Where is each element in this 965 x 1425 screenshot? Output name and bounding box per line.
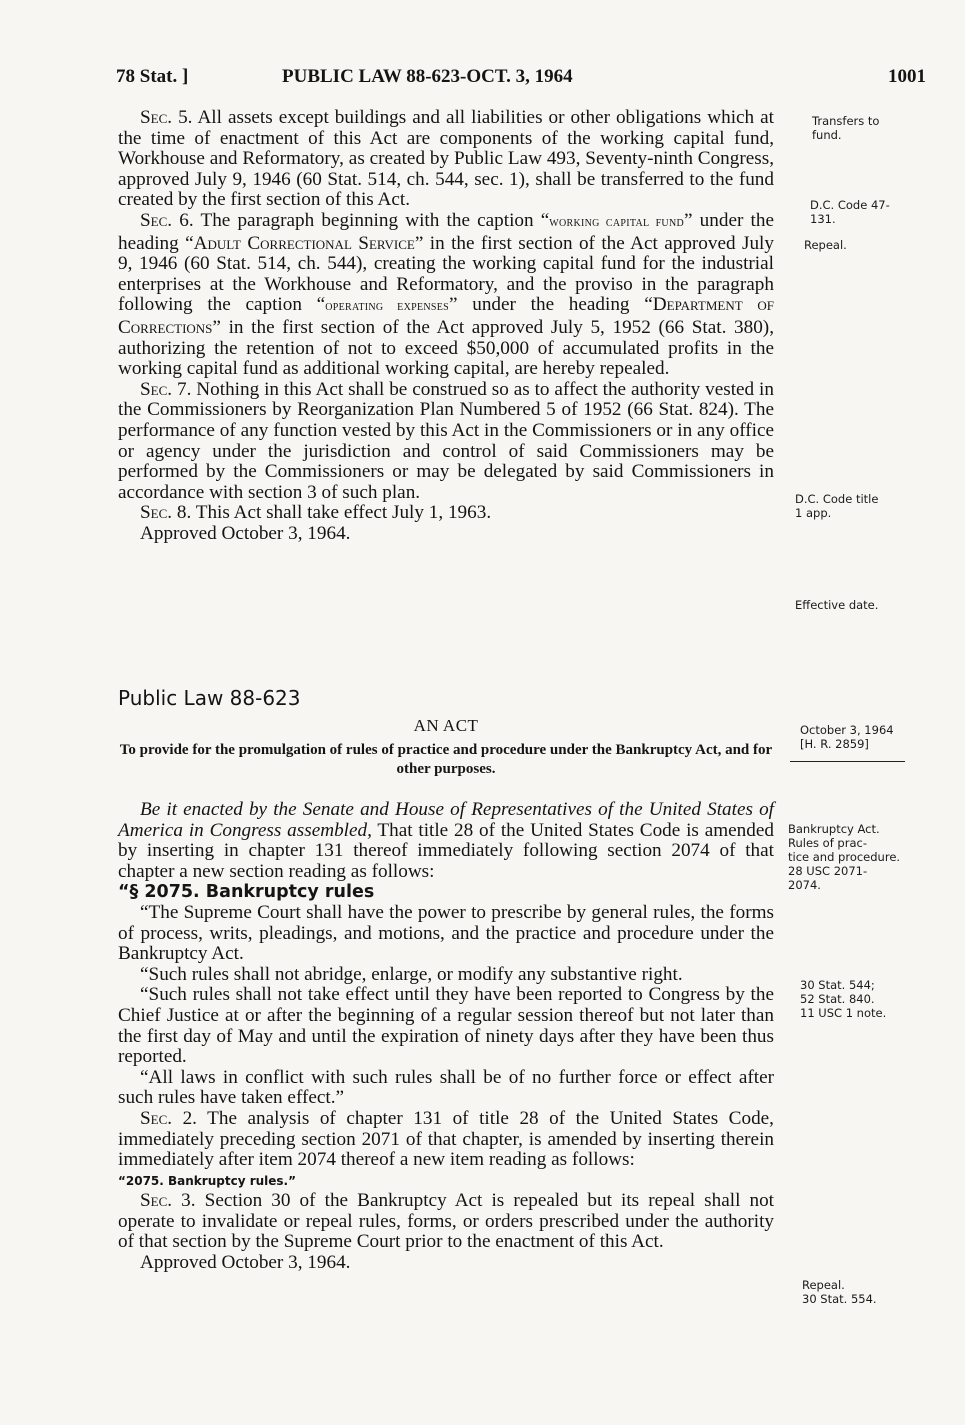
caption-small-caps: working capital fund bbox=[549, 214, 684, 230]
margin-note-repeal-30-stat bbox=[802, 1278, 922, 1306]
margin-note-bankruptcy-act bbox=[788, 822, 908, 892]
bankruptcy-text-block bbox=[118, 800, 774, 1274]
approved-line: Approved October 3, 1964. bbox=[140, 522, 351, 544]
text-run: ” in the first section of the Act approved July 5, 1952 (66 Stat. 380), authorizing the retention of not to exceed $50,000 of accumulated profits in the working capital fund as additional working capital, are hereby repealed. bbox=[118, 316, 774, 380]
margin-note-line: D.C. Code 47- bbox=[810, 198, 890, 212]
section-label: Sec. 2. bbox=[140, 1107, 197, 1129]
volume-reference: 78 Stat. ] bbox=[116, 66, 189, 87]
margin-note-line: Transfers to bbox=[812, 114, 880, 128]
section-3-text: Section 30 of the Bankruptcy Act is repealed but its repeal shall not operate to invalidate or repeal rules, forms, or orders prescribed under the authority of that section by the Supreme Court prior to the enactment of this Act. bbox=[118, 1190, 775, 1253]
margin-note-line: 2074. bbox=[788, 878, 821, 892]
margin-note-line: 30 Stat. 554. bbox=[802, 1292, 877, 1306]
section-3-paragraph bbox=[118, 1191, 774, 1253]
enacting-clause bbox=[118, 800, 774, 882]
margin-note-line: 28 USC 2071- bbox=[788, 864, 868, 878]
law-header-title: PUBLIC LAW 88-623-OCT. 3, 1964 bbox=[282, 66, 573, 87]
margin-note-repeal bbox=[804, 238, 924, 252]
caption-small-caps: operating expenses bbox=[325, 299, 450, 315]
text-run: ” under the heading “ bbox=[118, 209, 774, 254]
page-number: 1001 bbox=[888, 66, 926, 87]
section-7-text: Nothing in this Act shall be construed so as to affect the authority vested in the Commissioners by Reorganization Plan Numbered 5 of 1952 (66 Stat. 824). The performance of any function vested by this Act in the Commissioners or in any office or agency under the jurisdiction and control of said Commissioners may be performed by the Commissioners or may be delegated by said Commissioners in accordance with section 3 of such plan. bbox=[118, 378, 774, 503]
section-8-text: This Act shall take effect July 1, 1963. bbox=[195, 502, 492, 524]
margin-rule bbox=[790, 761, 905, 762]
main-text-block bbox=[118, 108, 774, 544]
rule-paragraph-3: “Such rules shall not take effect until they have been reported to Congress by the Chief Justice at or after the beginning of a regular session thereof but not later than the first day of May and until the expiration of ninety days after they have been thus reported. bbox=[118, 984, 774, 1068]
margin-note-effective-date bbox=[795, 598, 915, 612]
approved-line: Approved October 3, 1964. bbox=[140, 1252, 351, 1274]
section-label: Sec. 7. bbox=[140, 378, 192, 400]
text-run: ” in the first section of the Act approved July 9, 1946 (60 Stat. 514, ch. 544), creating the working capital fund for the industrial enterprises at the Workhouse and Reformatory, and the proviso in the paragraph following the caption “ bbox=[118, 232, 774, 316]
section-2-text: The analysis of chapter 131 of title 28 of the United States Code, immediately preceding section 2071 of that chapter, is amended by inserting therein immediately after item 2074 thereof a new item reading as follows: bbox=[118, 1107, 774, 1171]
margin-note-line: 30 Stat. 544; bbox=[800, 978, 875, 992]
margin-note-line: Repeal. bbox=[804, 238, 847, 252]
margin-note-date-bill bbox=[800, 723, 920, 751]
margin-note-line: Repeal. bbox=[802, 1278, 845, 1292]
running-head bbox=[116, 66, 926, 90]
section-7-paragraph bbox=[118, 380, 774, 504]
enacting-italic: Be it enacted by the Senate and House of Representatives of the United States of America in Congress assembled, bbox=[118, 799, 774, 841]
section-2075-heading: “§ 2075. Bankruptcy rules bbox=[118, 882, 375, 903]
margin-note-line: fund. bbox=[812, 128, 842, 142]
margin-note-line: Effective date. bbox=[795, 598, 879, 612]
section-8-paragraph bbox=[118, 503, 774, 524]
section-2-paragraph bbox=[118, 1109, 774, 1171]
margin-note-line: 52 Stat. 840. bbox=[800, 992, 875, 1006]
margin-note-line: October 3, 1964 bbox=[800, 723, 894, 737]
heading-small-caps: Adult Correctional Service bbox=[193, 232, 415, 254]
public-law-title: Public Law 88-623 bbox=[118, 686, 301, 710]
section-5-paragraph bbox=[118, 108, 774, 211]
margin-note-stat-refs bbox=[800, 978, 920, 1020]
margin-note-transfers bbox=[812, 114, 932, 142]
rule-paragraph-4: “All laws in conflict with such rules shall be of no further force or effect after such rules have taken effect.” bbox=[118, 1066, 774, 1109]
section-label: Sec. 6. bbox=[140, 209, 194, 231]
margin-note-line: 1 app. bbox=[795, 506, 832, 520]
text-run: The paragraph beginning with the caption “ bbox=[200, 209, 550, 231]
act-heading: AN ACT bbox=[413, 716, 479, 735]
margin-note-line: tice and procedure. bbox=[788, 850, 901, 864]
margin-note-dc-code-47 bbox=[810, 198, 930, 226]
margin-note-line: 131. bbox=[810, 212, 836, 226]
section-label: Sec. 3. bbox=[140, 1190, 196, 1212]
rule-paragraph-2: “Such rules shall not abridge, enlarge, or modify any substantive right. bbox=[140, 963, 683, 985]
section-6-paragraph bbox=[118, 211, 774, 380]
margin-note-line: Bankruptcy Act. bbox=[788, 822, 880, 836]
text-run: ” under the heading “ bbox=[449, 294, 653, 316]
new-item-line: “2075. Bankruptcy rules.” bbox=[118, 1173, 296, 1188]
section-5-text: All assets except buildings and all liabilities or other obligations which at the time of enactment of this Act are components of the working capital fund, Workhouse and Reformatory, as created by Public Law 493, Seventy-ninth Congress, approved July 9, 1946 (60 Stat. 514, ch. 544, sec. 1), shall be transferred to the fund created by the first section of this Act. bbox=[118, 107, 774, 211]
margin-note-line: 11 USC 1 note. bbox=[800, 1006, 887, 1020]
section-label: Sec. 5. bbox=[140, 107, 193, 128]
margin-note-line: Rules of prac- bbox=[788, 836, 867, 850]
enacting-text: That title 28 of the United States Code is amended by inserting in chapter 131 thereof immediately following section 2074 of that chapter a new section reading as follows: bbox=[118, 819, 774, 882]
margin-note-line: [H. R. 2859] bbox=[800, 737, 869, 751]
section-label: Sec. 8. bbox=[140, 502, 192, 524]
act-purpose: To provide for the promulgation of rules of practice and procedure under the Bankruptcy Act, and for other purposes. bbox=[119, 742, 773, 777]
margin-note-line: D.C. Code title bbox=[795, 492, 879, 506]
margin-note-dc-code-title bbox=[795, 492, 915, 520]
rule-paragraph-1: “The Supreme Court shall have the power to prescribe by general rules, the forms of process, writs, pleadings, and motions, and the practice and procedure under the Bankruptcy Act. bbox=[118, 901, 774, 965]
heading-small-caps: Department of Corrections bbox=[118, 294, 774, 338]
